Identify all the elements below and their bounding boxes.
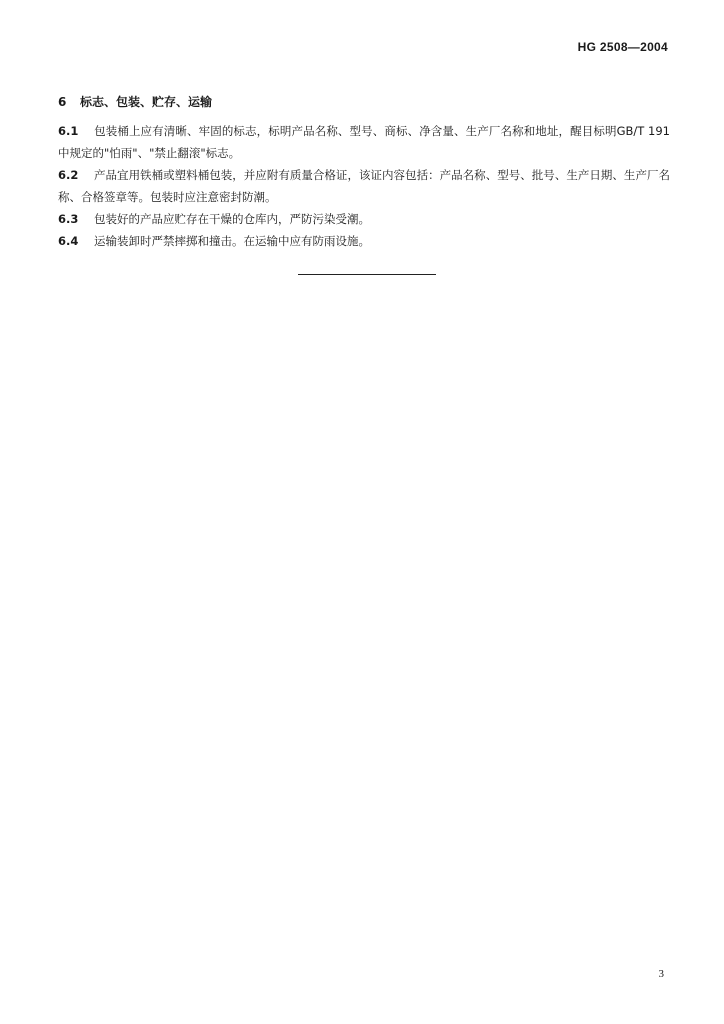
clause-text: 产品宜用铁桶或塑料桶包装，并应附有质量合格证，该证内容包括：产品名称、型号、批号、生产日期、生产厂名称、合格签章等。包装时应注意密封防潮。 — [58, 168, 670, 204]
clause-number: 6.1 — [58, 124, 79, 138]
clause-number: 6.3 — [58, 212, 79, 226]
clause-number: 6.2 — [58, 168, 79, 182]
page-number: 3 — [658, 968, 664, 980]
clause-text: 包装桶上应有清晰、牢固的标志，标明产品名称、型号、商标、净含量、生产厂名称和地址，醒目标明GB/T 191中规定的"怕雨"、"禁止翻滚"标志。 — [58, 124, 670, 160]
clause-6-2 — [58, 164, 670, 208]
clause-text: 包装好的产品应贮存在干燥的仓库内，严防污染受潮。 — [94, 212, 370, 226]
standard-number: HG 2508—2004 — [577, 40, 668, 54]
section-number: 6 — [58, 95, 67, 109]
clause-6-3 — [58, 208, 670, 230]
clause-6-4 — [58, 230, 670, 252]
end-of-text-rule — [298, 274, 436, 275]
section-heading — [58, 93, 212, 110]
section-title-text: 标志、包装、贮存、运输 — [80, 95, 213, 109]
clause-text: 运输装卸时严禁摔掷和撞击。在运输中应有防雨设施。 — [94, 234, 370, 248]
clause-list — [58, 120, 670, 252]
clause-number: 6.4 — [58, 234, 79, 248]
clause-6-1 — [58, 120, 670, 164]
